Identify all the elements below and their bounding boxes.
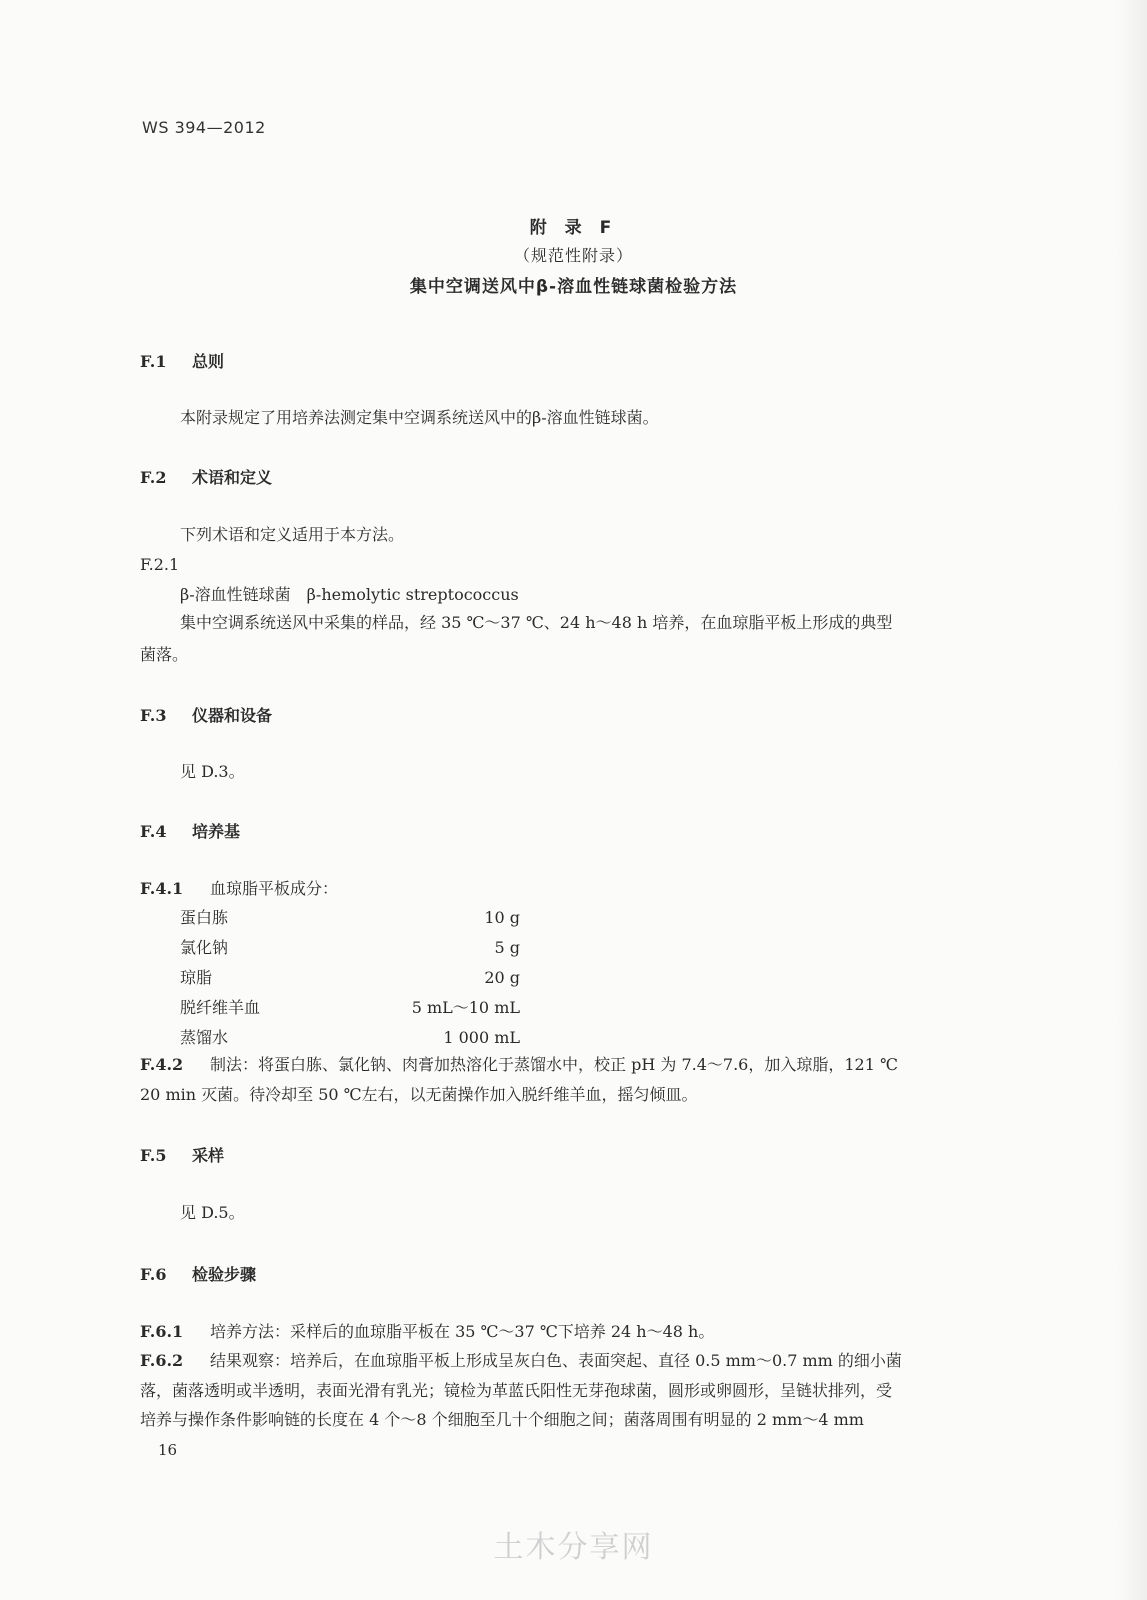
annex-type: （规范性附录）	[513, 246, 633, 265]
section-number: F.3	[140, 706, 167, 725]
section-title: 培养基	[192, 822, 241, 841]
definition-line: 集中空调系统送风中采集的样品，经 35 ℃～37 ℃、24 h～48 h 培养，在血琼脂平板上形成的典型	[180, 613, 893, 632]
subclause-f4-2	[140, 1050, 1020, 1080]
subclause-f6-1	[140, 1317, 1020, 1347]
paragraph: 本附录规定了用培养法测定集中空调系统送风中的β-溶血性链球菌。	[180, 408, 659, 427]
section-heading-f3	[140, 703, 272, 726]
subclause-number: F.2.1	[140, 555, 180, 574]
recipe-table	[180, 903, 520, 1053]
definition-line: 菌落。	[140, 645, 189, 664]
section-heading-f4	[140, 819, 240, 842]
recipe-row	[180, 933, 520, 963]
section-heading-f2	[140, 465, 272, 488]
ingredient-amount: 5 mL～10 mL	[411, 998, 520, 1017]
annex-label: 附 录 F	[529, 218, 618, 238]
section-title: 检验步骤	[192, 1265, 257, 1284]
subclause-number: F.4.2	[140, 1055, 184, 1074]
subclause-text: 制法：将蛋白胨、氯化钠、肉膏加热溶化于蒸馏水中，校正 pH 为 7.4～7.6，加入琼脂，121 ℃	[210, 1055, 898, 1074]
section-number: F.4	[140, 822, 167, 841]
ingredient-amount: 20 g	[484, 968, 520, 987]
standard-number: WS 394—2012	[142, 118, 266, 137]
subclause-text-line: 20 min 灭菌。待冷却至 50 ℃左右，以无菌操作加入脱纤维羊血，摇匀倾皿。	[140, 1085, 698, 1104]
subclause-f4-1	[140, 874, 1020, 904]
ingredient-name: 蒸馏水	[180, 1028, 229, 1047]
recipe-row	[180, 903, 520, 933]
section-title: 术语和定义	[192, 468, 273, 487]
ingredient-name: 琼脂	[180, 968, 213, 987]
page-number: 16	[158, 1441, 178, 1459]
subclause-text: 培养方法：采样后的血琼脂平板在 35 ℃～37 ℃下培养 24 h～48 h。	[210, 1322, 715, 1341]
section-title: 仪器和设备	[192, 706, 273, 725]
subclause-text-line: 培养与操作条件影响链的长度在 4 个～8 个细胞至几十个细胞之间；菌落周围有明显的 2 mm～4 mm	[140, 1410, 864, 1429]
watermark-text: 土木分享网	[493, 1530, 654, 1565]
paragraph: 下列术语和定义适用于本方法。	[180, 525, 405, 544]
ingredient-name: 氯化钠	[180, 938, 229, 957]
section-number: F.5	[140, 1146, 167, 1165]
section-heading-f5	[140, 1143, 224, 1166]
section-number: F.2	[140, 468, 167, 487]
ingredient-name: 脱纤维羊血	[180, 998, 261, 1017]
section-heading-f6	[140, 1262, 256, 1285]
term-entry: β-溶血性链球菌 β-hemolytic streptococcus	[180, 585, 519, 604]
paragraph: 见 D.5。	[180, 1203, 245, 1222]
ingredient-amount: 10 g	[484, 908, 520, 927]
ingredient-amount: 5 g	[494, 938, 520, 957]
subclause-number: F.6.1	[140, 1322, 184, 1341]
recipe-row	[180, 1023, 520, 1053]
section-title: 总则	[192, 352, 225, 371]
subclause-number: F.6.2	[140, 1351, 184, 1370]
section-heading-f1	[140, 349, 224, 372]
paragraph: 见 D.3。	[180, 762, 245, 781]
recipe-row	[180, 993, 520, 1023]
subclause-text: 血琼脂平板成分：	[210, 879, 339, 898]
section-number: F.6	[140, 1265, 167, 1284]
section-title: 采样	[192, 1146, 225, 1165]
subclause-f6-2	[140, 1346, 1020, 1376]
ingredient-name: 蛋白胨	[180, 908, 229, 927]
annex-title: 集中空调送风中β-溶血性链球菌检验方法	[409, 277, 738, 297]
ingredient-amount: 1 000 mL	[443, 1028, 520, 1047]
subclause-text: 结果观察：培养后，在血琼脂平板上形成呈灰白色、表面突起、直径 0.5 mm～0.7 mm 的细小菌	[210, 1351, 902, 1370]
subclause-number: F.4.1	[140, 879, 184, 898]
subclause-text-line: 落，菌落透明或半透明，表面光滑有乳光；镜检为革蓝氏阳性无芽孢球菌，圆形或卵圆形，呈链状排列，受	[140, 1381, 893, 1400]
scan-edge-shadow	[1115, 0, 1147, 1600]
recipe-row	[180, 963, 520, 993]
section-number: F.1	[140, 352, 167, 371]
